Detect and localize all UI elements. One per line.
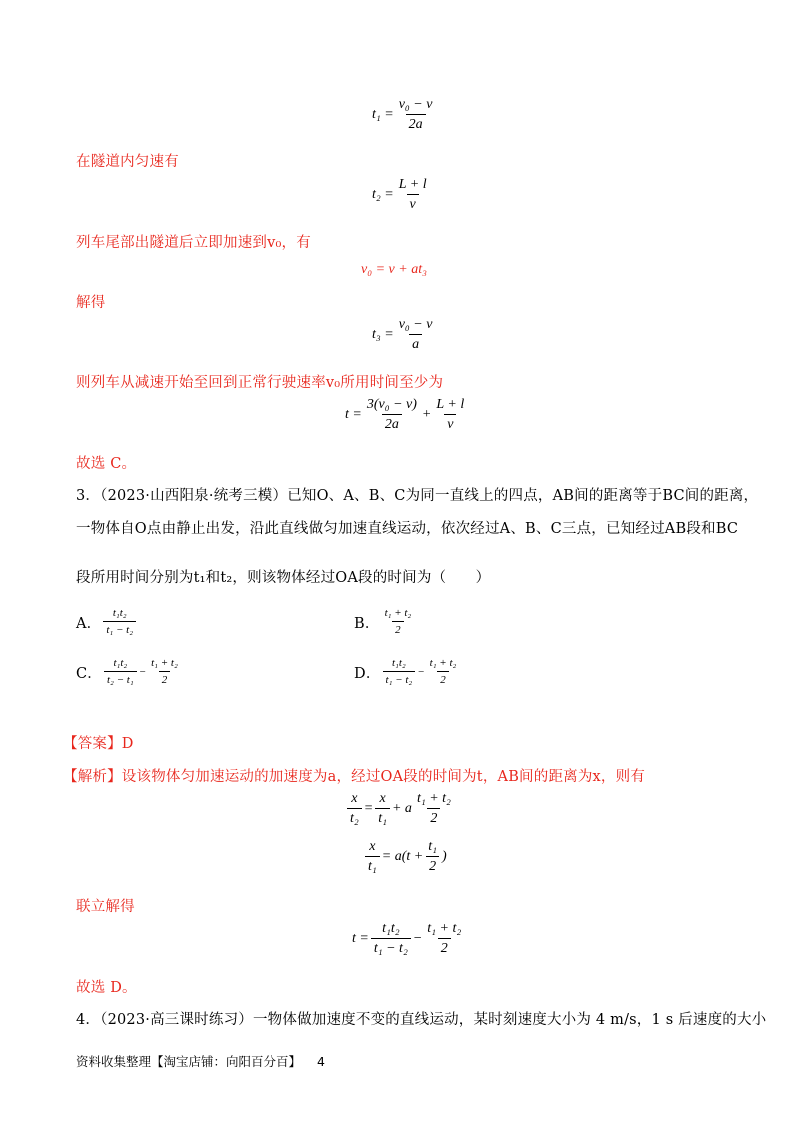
eq-minus: − [412, 931, 423, 946]
page-number: 4 [317, 1054, 325, 1069]
q3-line3: 段所用时间分别为t₁和t₂，则该物体经过OA段的时间为（ ） [76, 570, 491, 586]
eq-numerator-2: L + l [436, 397, 465, 412]
equation-v0: v₀ = v + at₃ [361, 262, 427, 277]
eq-lhs: t₂ = [372, 187, 394, 202]
eq-denominator: t₂ [347, 808, 362, 826]
equation-t3 [372, 318, 437, 352]
q3-line2: 一物体自O点由静止出发，沿此直线做匀加速直线运动，依次经过A、B、C三点，已知经过AB段和BC [76, 521, 739, 537]
text-total-time: 则列车从减速开始至回到正常行驶速率v₀所用时间至少为 [76, 375, 444, 391]
analysis-text: 【解析】设该物体匀加速运动的加速度为a，经过OA段的时间为t，AB间的距离为x，则有 [63, 769, 646, 785]
eq-denominator-1: t₁ [375, 808, 390, 826]
eq-plus: + a [391, 801, 412, 816]
option-numerator-2: t₁ + t₂ [429, 657, 457, 669]
eq-numerator-2: t₁ + t₂ [427, 921, 462, 936]
option-denominator-2: 2 [437, 671, 449, 686]
eq-equals: = [363, 801, 374, 816]
option-denominator: 2 [392, 621, 404, 636]
eq-numerator-1: t₁ [428, 839, 437, 854]
eq-numerator-1: t₁t₂ [382, 921, 400, 936]
eq-numerator-1: x [379, 791, 386, 806]
eq-numerator: v₀ − v [398, 317, 433, 332]
eq-lhs: t = [352, 931, 369, 946]
option-numerator-2: t₁ + t₂ [151, 657, 178, 669]
eq-numerator: v₀ − v [398, 97, 433, 112]
eq-denominator-1: t₁ − t₂ [371, 938, 411, 956]
eq-numerator: x [351, 791, 358, 806]
eq-denominator: v [407, 194, 419, 212]
option-a[interactable] [76, 608, 138, 636]
eq-denominator: t₁ [365, 856, 380, 874]
eq-rhs: = a(t + [381, 849, 424, 864]
q4-text: 4．（2023·高三课时练习）一物体做加速度不变的直线运动，某时刻速度大小为 4 m/s，1 s 后速度的大小 [76, 1012, 767, 1028]
option-label: A． [76, 615, 102, 632]
eq-numerator: L + l [398, 177, 427, 192]
option-minus: − [138, 666, 147, 678]
eq-numerator: x [369, 839, 376, 854]
option-minus: − [417, 666, 425, 678]
eq-lhs: t = [345, 407, 362, 422]
equation-t2 [372, 178, 432, 212]
equation-7 [363, 840, 447, 874]
footer [76, 1052, 325, 1070]
option-c[interactable] [76, 658, 183, 686]
eq-denominator-1: 2a [382, 414, 402, 432]
eq-denominator-2: 2 [427, 808, 440, 826]
eq-plus: + [421, 407, 432, 422]
text-solve: 解得 [76, 295, 106, 311]
text-tunnel: 在隧道内匀速有 [76, 154, 179, 170]
eq-numerator-1: 3(v₀ − v) [366, 397, 417, 412]
eq-denominator: 2a [406, 114, 426, 132]
eq-numerator-2: t₁ + t₂ [416, 791, 451, 806]
equation-8 [352, 922, 466, 956]
option-d[interactable] [354, 658, 461, 686]
answer-label: 【答案】D [63, 736, 134, 752]
option-denominator-1: t₁ − t₂ [383, 671, 416, 686]
option-label: C． [76, 665, 102, 682]
eq-denominator-1: 2 [426, 856, 439, 874]
equation-t1 [372, 98, 437, 132]
text-accelerate: 列车尾部出隧道后立即加速到v₀，有 [76, 235, 311, 251]
text-choose-c: 故选 C。 [76, 456, 137, 472]
equation-t-total [345, 398, 469, 432]
eq-denominator-2: v [444, 414, 456, 432]
eq-close: ) [441, 849, 447, 864]
option-denominator: t₁ − t₂ [103, 621, 136, 636]
option-numerator-1: t₁t₂ [391, 657, 406, 669]
option-numerator: t₁t₂ [112, 607, 127, 619]
option-denominator-1: t₂ − t₁ [104, 671, 137, 686]
eq-lhs: t₁ = [372, 107, 394, 122]
option-denominator-2: 2 [159, 671, 171, 686]
footer-text: 资料收集整理【淘宝店铺：向阳百分百】 [76, 1054, 302, 1069]
option-numerator: t₁ + t₂ [384, 607, 412, 619]
text-combine: 联立解得 [76, 899, 135, 915]
text-choose-d: 故选 D。 [76, 980, 137, 996]
eq-denominator-2: 2 [438, 938, 451, 956]
option-numerator-1: t₁t₂ [113, 657, 128, 669]
option-b[interactable] [354, 608, 416, 636]
equation-6 [345, 792, 456, 826]
option-label: B． [354, 615, 380, 632]
q3-line1: 3．（2023·山西阳泉·统考三模）已知O、A、B、C为同一直线上的四点，AB间的距离等于BC间的距离， [76, 488, 759, 504]
eq-denominator: a [409, 334, 422, 352]
option-label: D． [354, 665, 381, 682]
eq-lhs: t₃ = [372, 327, 394, 342]
